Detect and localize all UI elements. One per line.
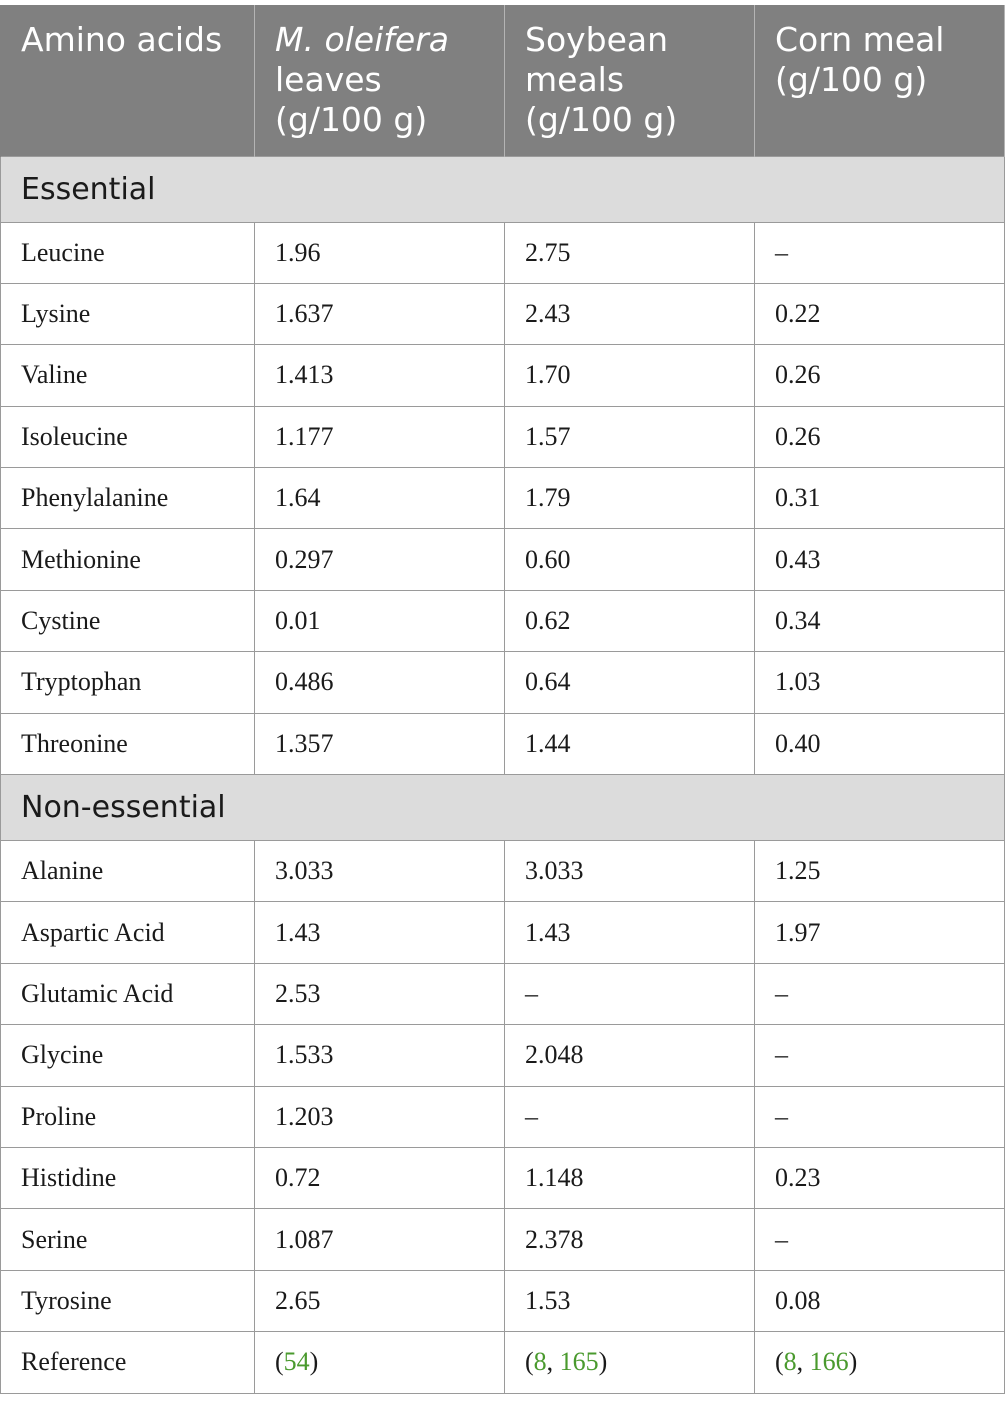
header-corn <box>755 5 1005 156</box>
moringa-value-cell: 1.203 <box>255 1086 505 1147</box>
moringa-value-cell: 1.413 <box>255 345 505 406</box>
soybean-value-cell: 2.43 <box>505 283 755 344</box>
amino-acid-name-cell: Glutamic Acid <box>1 963 255 1024</box>
corn-value-cell: 0.26 <box>755 345 1005 406</box>
soybean-value-cell: 0.64 <box>505 652 755 713</box>
header-corn-line1: Corn meal <box>775 20 945 59</box>
reference-row <box>1 1332 1005 1393</box>
header-amino-acids <box>1 5 255 156</box>
moringa-value-cell: 0.01 <box>255 590 505 651</box>
amino-acid-name-cell: Tryptophan <box>1 652 255 713</box>
corn-value-cell: 1.97 <box>755 902 1005 963</box>
paren-close: ) <box>598 1347 608 1377</box>
corn-value-cell: 0.31 <box>755 468 1005 529</box>
table-row <box>1 1270 1005 1331</box>
section-header-row <box>1 156 1005 222</box>
soybean-value-cell: 0.62 <box>505 590 755 651</box>
amino-acid-name-cell: Alanine <box>1 841 255 902</box>
amino-acid-name-cell: Histidine <box>1 1147 255 1208</box>
amino-acid-name-cell: Phenylalanine <box>1 468 255 529</box>
table-row <box>1 1086 1005 1147</box>
table-row <box>1 963 1005 1024</box>
soybean-value-cell: – <box>505 1086 755 1147</box>
paren-open: ( <box>775 1347 784 1377</box>
section-title: Essential <box>1 156 1005 222</box>
table-row <box>1 222 1005 283</box>
corn-value-cell: 1.03 <box>755 652 1005 713</box>
header-row <box>1 5 1005 156</box>
header-soybean-unit: (g/100 g) <box>525 100 678 139</box>
soybean-value-cell: 1.44 <box>505 713 755 774</box>
table-body <box>1 156 1005 1332</box>
reference-corn <box>755 1332 1005 1393</box>
paren-open: ( <box>525 1347 534 1377</box>
reference-link-8[interactable]: 8 <box>533 1347 547 1377</box>
paren-close: ) <box>848 1347 858 1377</box>
corn-value-cell: 0.43 <box>755 529 1005 590</box>
amino-acid-name-cell: Proline <box>1 1086 255 1147</box>
reference-section <box>1 1332 1005 1393</box>
table-row <box>1 652 1005 713</box>
paren-close: ) <box>309 1347 319 1377</box>
header-soybean-line2: meals <box>525 60 625 99</box>
soybean-value-cell: 2.75 <box>505 222 755 283</box>
header-moringa-part: leaves <box>275 60 382 99</box>
moringa-value-cell: 1.637 <box>255 283 505 344</box>
soybean-value-cell: 1.148 <box>505 1147 755 1208</box>
corn-value-cell: 0.34 <box>755 590 1005 651</box>
reference-separator: , <box>796 1347 810 1377</box>
moringa-value-cell: 1.177 <box>255 406 505 467</box>
table-row <box>1 713 1005 774</box>
moringa-value-cell: 0.297 <box>255 529 505 590</box>
corn-value-cell: 0.08 <box>755 1270 1005 1331</box>
reference-soybean <box>505 1332 755 1393</box>
reference-link-54[interactable]: 54 <box>283 1347 310 1377</box>
table-row <box>1 468 1005 529</box>
reference-link-165[interactable]: 165 <box>559 1347 599 1377</box>
corn-value-cell: 0.23 <box>755 1147 1005 1208</box>
table-row <box>1 902 1005 963</box>
amino-acid-name-cell: Serine <box>1 1209 255 1270</box>
moringa-value-cell: 2.65 <box>255 1270 505 1331</box>
header-moringa-species: M. oleifera <box>275 20 449 59</box>
table-row <box>1 345 1005 406</box>
header-corn-unit: (g/100 g) <box>775 60 928 99</box>
soybean-value-cell: 1.70 <box>505 345 755 406</box>
reference-link-166[interactable]: 166 <box>809 1347 849 1377</box>
moringa-value-cell: 0.486 <box>255 652 505 713</box>
corn-value-cell: – <box>755 1209 1005 1270</box>
header-moringa-unit: (g/100 g) <box>275 100 428 139</box>
moringa-value-cell: 2.53 <box>255 963 505 1024</box>
moringa-value-cell: 1.087 <box>255 1209 505 1270</box>
table-row <box>1 1209 1005 1270</box>
reference-label: Reference <box>1 1332 255 1393</box>
amino-acid-name-cell: Valine <box>1 345 255 406</box>
header-moringa <box>255 5 505 156</box>
reference-moringa <box>255 1332 505 1393</box>
table-row <box>1 283 1005 344</box>
corn-value-cell: – <box>755 963 1005 1024</box>
amino-acid-name-cell: Isoleucine <box>1 406 255 467</box>
soybean-value-cell: 1.43 <box>505 902 755 963</box>
soybean-value-cell: 3.033 <box>505 841 755 902</box>
amino-acid-table <box>0 5 1005 1394</box>
corn-value-cell: 0.40 <box>755 713 1005 774</box>
amino-acid-name-cell: Tyrosine <box>1 1270 255 1331</box>
amino-acid-name-cell: Leucine <box>1 222 255 283</box>
header-amino-acids-label: Amino acids <box>21 20 223 59</box>
moringa-value-cell: 3.033 <box>255 841 505 902</box>
moringa-value-cell: 0.72 <box>255 1147 505 1208</box>
amino-acid-name-cell: Methionine <box>1 529 255 590</box>
table-row <box>1 590 1005 651</box>
section-header-row <box>1 775 1005 841</box>
amino-acid-name-cell: Lysine <box>1 283 255 344</box>
moringa-value-cell: 1.533 <box>255 1025 505 1086</box>
soybean-value-cell: 1.53 <box>505 1270 755 1331</box>
soybean-value-cell: 0.60 <box>505 529 755 590</box>
corn-value-cell: 0.22 <box>755 283 1005 344</box>
corn-value-cell: 1.25 <box>755 841 1005 902</box>
soybean-value-cell: 2.048 <box>505 1025 755 1086</box>
moringa-value-cell: 1.43 <box>255 902 505 963</box>
moringa-value-cell: 1.96 <box>255 222 505 283</box>
section-title: Non-essential <box>1 775 1005 841</box>
moringa-value-cell: 1.64 <box>255 468 505 529</box>
soybean-value-cell: 2.378 <box>505 1209 755 1270</box>
amino-acid-name-cell: Cystine <box>1 590 255 651</box>
table-row <box>1 406 1005 467</box>
header-soybean-line1: Soybean <box>525 20 669 59</box>
moringa-value-cell: 1.357 <box>255 713 505 774</box>
reference-separator: , <box>546 1347 560 1377</box>
amino-acid-name-cell: Threonine <box>1 713 255 774</box>
corn-value-cell: – <box>755 222 1005 283</box>
corn-value-cell: – <box>755 1086 1005 1147</box>
paren-open: ( <box>275 1347 284 1377</box>
table-row <box>1 1147 1005 1208</box>
reference-link-8[interactable]: 8 <box>783 1347 797 1377</box>
header-soybean <box>505 5 755 156</box>
corn-value-cell: – <box>755 1025 1005 1086</box>
soybean-value-cell: 1.57 <box>505 406 755 467</box>
table-row <box>1 529 1005 590</box>
table-row <box>1 841 1005 902</box>
soybean-value-cell: 1.79 <box>505 468 755 529</box>
soybean-value-cell: – <box>505 963 755 1024</box>
corn-value-cell: 0.26 <box>755 406 1005 467</box>
amino-acid-name-cell: Aspartic Acid <box>1 902 255 963</box>
amino-acid-name-cell: Glycine <box>1 1025 255 1086</box>
table-row <box>1 1025 1005 1086</box>
